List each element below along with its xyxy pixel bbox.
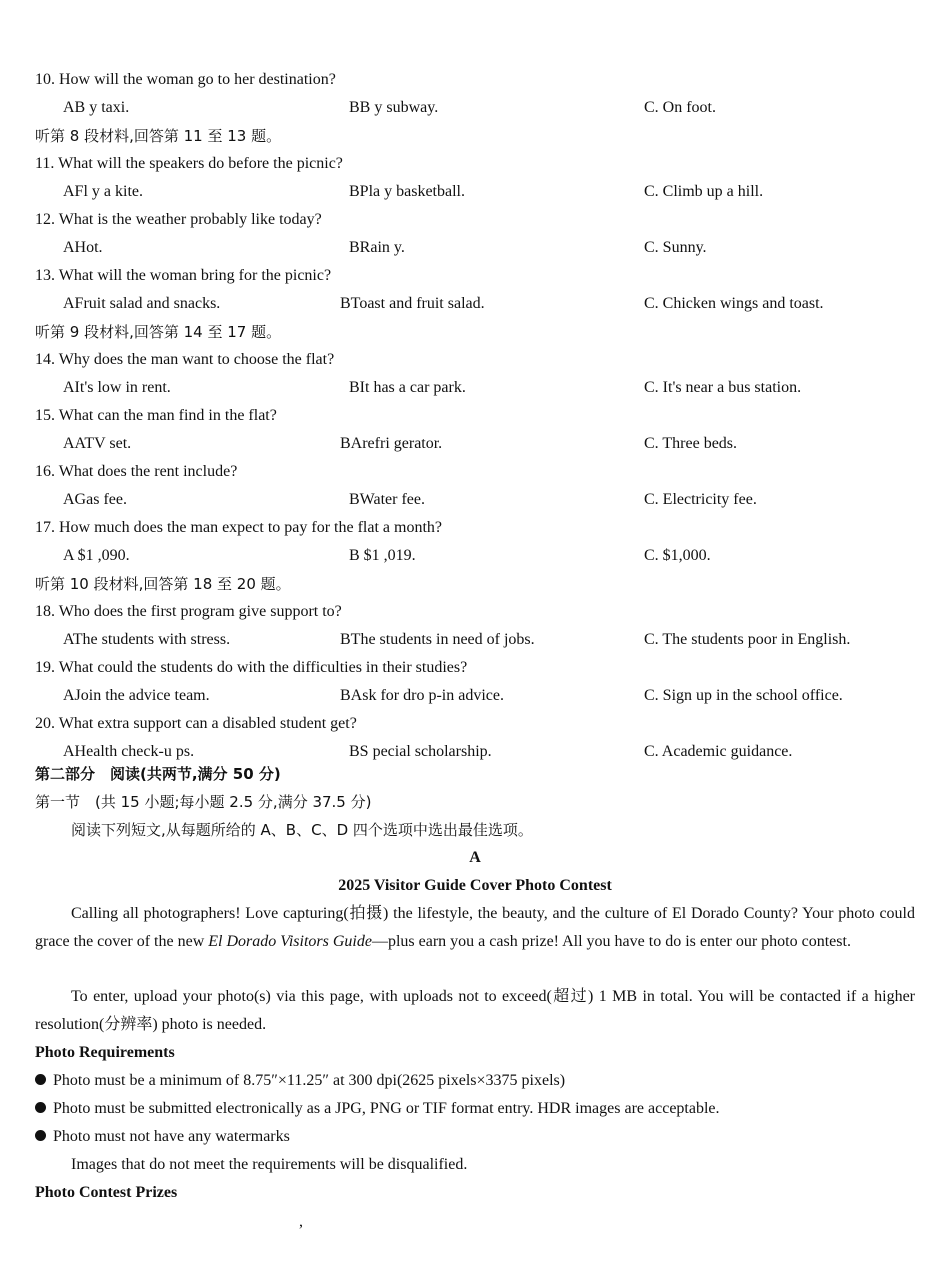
requirement-text: Photo must be submitted electronically as a JPG, PNG or TIF format entry. HDR images are acceptable. <box>53 1100 720 1117</box>
option-c: C. It's near a bus station. <box>644 379 802 396</box>
part2-instruction: 阅读下列短文,从每题所给的 A、B、C、D 四个选项中选出最佳选项。 <box>71 821 533 839</box>
option-b: BIt has a car park. <box>349 379 466 396</box>
question-stem: 16. What does the rent include? <box>35 463 238 480</box>
option-a: AATV set. <box>63 435 132 452</box>
question-stem: 15. What can the man find in the flat? <box>35 407 277 424</box>
part2-heading: 第二部分 阅读(共两节,满分 50 分) <box>35 765 281 783</box>
option-b: BThe students in need of jobs. <box>340 631 535 648</box>
question-stem: 18. Who does the first program give support to? <box>35 603 342 620</box>
requirement-text: Photo must be a minimum of 8.75″×11.25″ at 300 dpi(2625 pixels×3375 pixels) <box>53 1072 566 1089</box>
option-a: A $1 ,090. <box>63 547 130 564</box>
requirement-bullet-2 <box>35 1099 720 1119</box>
option-b: BPla y basketball. <box>349 183 465 200</box>
bullet-icon <box>35 1130 46 1141</box>
option-c: C. Academic guidance. <box>644 743 793 760</box>
option-c: C. On foot. <box>644 99 716 116</box>
passage-letter: A <box>469 849 481 866</box>
requirements-heading: Photo Requirements <box>35 1044 175 1061</box>
footer-mark: , <box>299 1213 303 1230</box>
option-a: AIt's low in rent. <box>63 379 171 396</box>
option-b: BAsk for dro p-in advice. <box>340 687 504 704</box>
bullet-icon <box>35 1102 46 1113</box>
option-c: C. Chicken wings and toast. <box>644 295 824 312</box>
option-a: AGas fee. <box>63 491 127 508</box>
prizes-heading: Photo Contest Prizes <box>35 1184 178 1201</box>
option-a: AHealth check-u ps. <box>63 743 195 760</box>
requirement-text: Photo must not have any watermarks <box>53 1128 290 1145</box>
option-c: C. Sunny. <box>644 239 707 256</box>
requirement-bullet-3 <box>35 1127 290 1147</box>
question-stem: 14. Why does the man want to choose the flat? <box>35 351 335 368</box>
option-b: BWater fee. <box>349 491 425 508</box>
option-b: BToast and fruit salad. <box>340 295 485 312</box>
listening-section-instruction: 听第 9 段材料,回答第 14 至 17 题。 <box>35 323 282 341</box>
option-b: B $1 ,019. <box>349 547 416 564</box>
option-a: AJoin the advice team. <box>63 687 210 704</box>
passage-title: 2025 Visitor Guide Cover Photo Contest <box>338 877 612 894</box>
listening-section-instruction: 听第 8 段材料,回答第 11 至 13 题。 <box>35 127 282 145</box>
option-a: AFruit salad and snacks. <box>63 295 221 312</box>
option-b: BS pecial scholarship. <box>349 743 492 760</box>
option-b: BRain y. <box>349 239 405 256</box>
question-stem: 11. What will the speakers do before the picnic? <box>35 155 343 172</box>
paragraph-1-text-b: —plus earn you a cash prize! All you have to do is enter our photo contest. <box>371 933 851 950</box>
question-stem: 10. How will the woman go to her destination? <box>35 71 336 88</box>
option-c: C. $1,000. <box>644 547 711 564</box>
option-a: AFl y a kite. <box>63 183 143 200</box>
disqualification-note: Images that do not meet the requirements will be disqualified. <box>71 1156 468 1173</box>
option-c: C. Sign up in the school office. <box>644 687 843 704</box>
option-c: C. Climb up a hill. <box>644 183 764 200</box>
requirement-bullet-1 <box>35 1071 565 1091</box>
option-c: C. Three beds. <box>644 435 738 452</box>
question-stem: 12. What is the weather probably like today? <box>35 211 322 228</box>
question-stem: 20. What extra support can a disabled student get? <box>35 715 357 732</box>
option-a: AThe students with stress. <box>63 631 231 648</box>
part2-section-title: 第一节 (共 15 小题;每小题 2.5 分,满分 37.5 分) <box>35 793 372 811</box>
listening-section-instruction: 听第 10 段材料,回答第 18 至 20 题。 <box>35 575 291 593</box>
question-stem: 19. What could the students do with the difficulties in their studies? <box>35 659 468 676</box>
passage-paragraph-2: To enter, upload your photo(s) via this page, with uploads not to exceed(超过) 1 MB in total. You will be contacted if a higher resolution(分辨率) photo is needed. <box>35 988 915 1033</box>
guide-title-italic: El Dorado Visitors Guide <box>208 933 372 950</box>
passage-paragraph-1 <box>35 900 915 956</box>
question-stem: 17. How much does the man expect to pay for the flat a month? <box>35 519 442 536</box>
option-b: BArefri gerator. <box>340 435 443 452</box>
question-stem: 13. What will the woman bring for the picnic? <box>35 267 332 284</box>
option-c: C. The students poor in English. <box>644 631 851 648</box>
option-a: AHot. <box>63 239 103 256</box>
option-a: AB y taxi. <box>63 99 130 116</box>
option-b: BB y subway. <box>349 99 439 116</box>
option-c: C. Electricity fee. <box>644 491 757 508</box>
paragraph-1-text-a: Calling all photographers! Love capturing(拍摄) the lifestyle, the beauty, and the culture of El Dorado County? Your photo could grace the cover of the new <box>35 905 915 950</box>
bullet-icon <box>35 1074 46 1085</box>
